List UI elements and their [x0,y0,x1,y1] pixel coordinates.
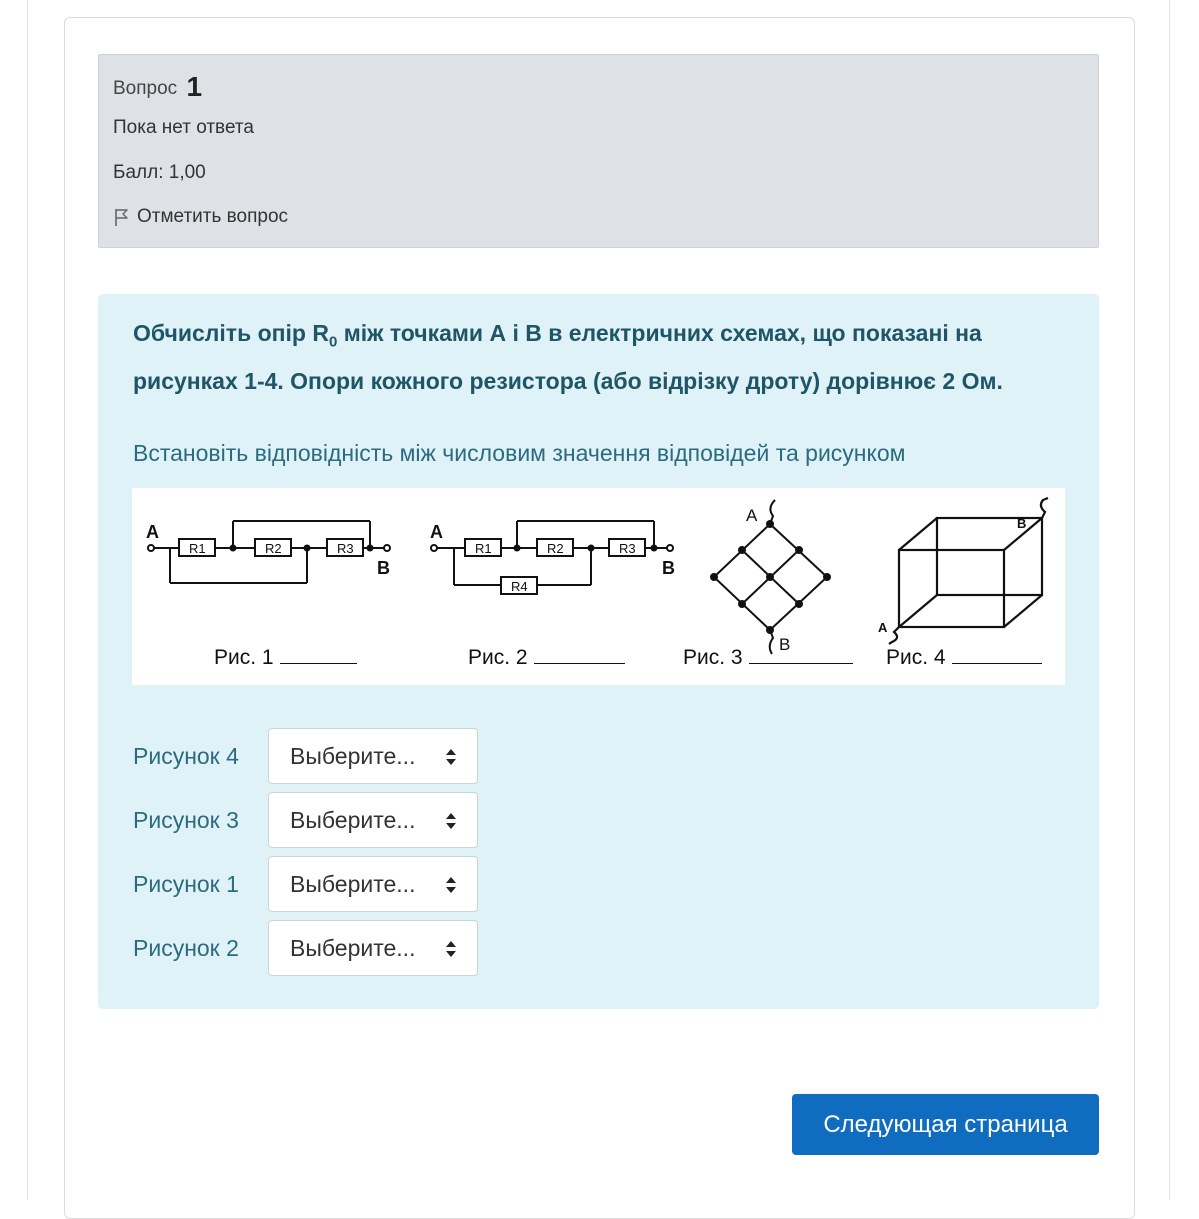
circuit-figures-image [132,488,1065,685]
fig1-r1: R1 [189,541,206,556]
question-label: Вопрос [113,78,178,99]
page-border-right [1169,0,1170,1200]
page-border-left [27,0,28,1200]
figure-2-circuit [431,521,673,594]
figure-3-caption: Рис. 3 [683,645,853,670]
flag-question-link[interactable] [113,206,288,228]
fig4-point-a: A [878,620,888,635]
fig2-point-a: A [430,522,443,542]
match-row [133,727,478,785]
fig2-r4: R4 [511,579,528,594]
match-label: Рисунок 3 [133,806,239,833]
fig4-point-b: B [1017,516,1027,531]
question-number: 1 [186,71,203,102]
match-label: Рисунок 1 [133,870,239,897]
match-select-figure-2[interactable]: Выберите... [268,920,478,976]
match-label: Рисунок 2 [133,934,239,961]
match-row [133,919,478,977]
fig2-r3: R3 [619,541,636,556]
fig1-r2: R2 [265,541,282,556]
question-content [98,294,1099,1009]
match-select-figure-3[interactable]: Выберите... [268,792,478,848]
next-page-button[interactable]: Следующая страница [792,1094,1099,1155]
question-prompt: Встановіть відповідність між числовим значення відповідей та рисунком [133,440,906,466]
fig1-point-a: A [146,522,159,542]
question-state: Пока нет ответа [113,117,254,138]
question-info-panel [98,54,1099,248]
figure-2-caption: Рис. 2 [468,645,625,670]
select-arrows-icon [445,812,457,830]
question-grade: Балл: 1,00 [113,162,206,183]
figure-4-caption: Рис. 4 [886,645,1042,670]
match-select-figure-1[interactable]: Выберите... [268,856,478,912]
fig2-point-b: B [662,558,675,578]
fig2-r1: R1 [475,541,492,556]
fig2-r2: R2 [547,541,564,556]
fig1-point-b: B [377,558,390,578]
fig3-point-a: A [746,506,758,525]
select-arrows-icon [445,748,457,766]
figure-1-caption: Рис. 1 [214,645,357,670]
figure-3-circuit [711,500,830,654]
select-arrows-icon [445,876,457,894]
fig1-r3: R3 [337,541,354,556]
fig3-point-b: B [779,635,791,654]
flag-question-label: Отметить вопрос [137,206,289,227]
select-arrows-icon [445,940,457,958]
question-text: Обчисліть опір $R_0$ між точками А і В в електричних схемах, що показані на рисунках 1-4. Опори кожного резистора (або відрізку дроту) дорівнює 2 Ом. [133,320,1003,394]
match-row [133,791,478,849]
match-select-figure-4[interactable]: Выберите... [268,728,478,784]
flag-icon [113,207,129,227]
match-label: Рисунок 4 [133,742,239,769]
question-title [113,69,202,101]
match-row [133,855,478,913]
